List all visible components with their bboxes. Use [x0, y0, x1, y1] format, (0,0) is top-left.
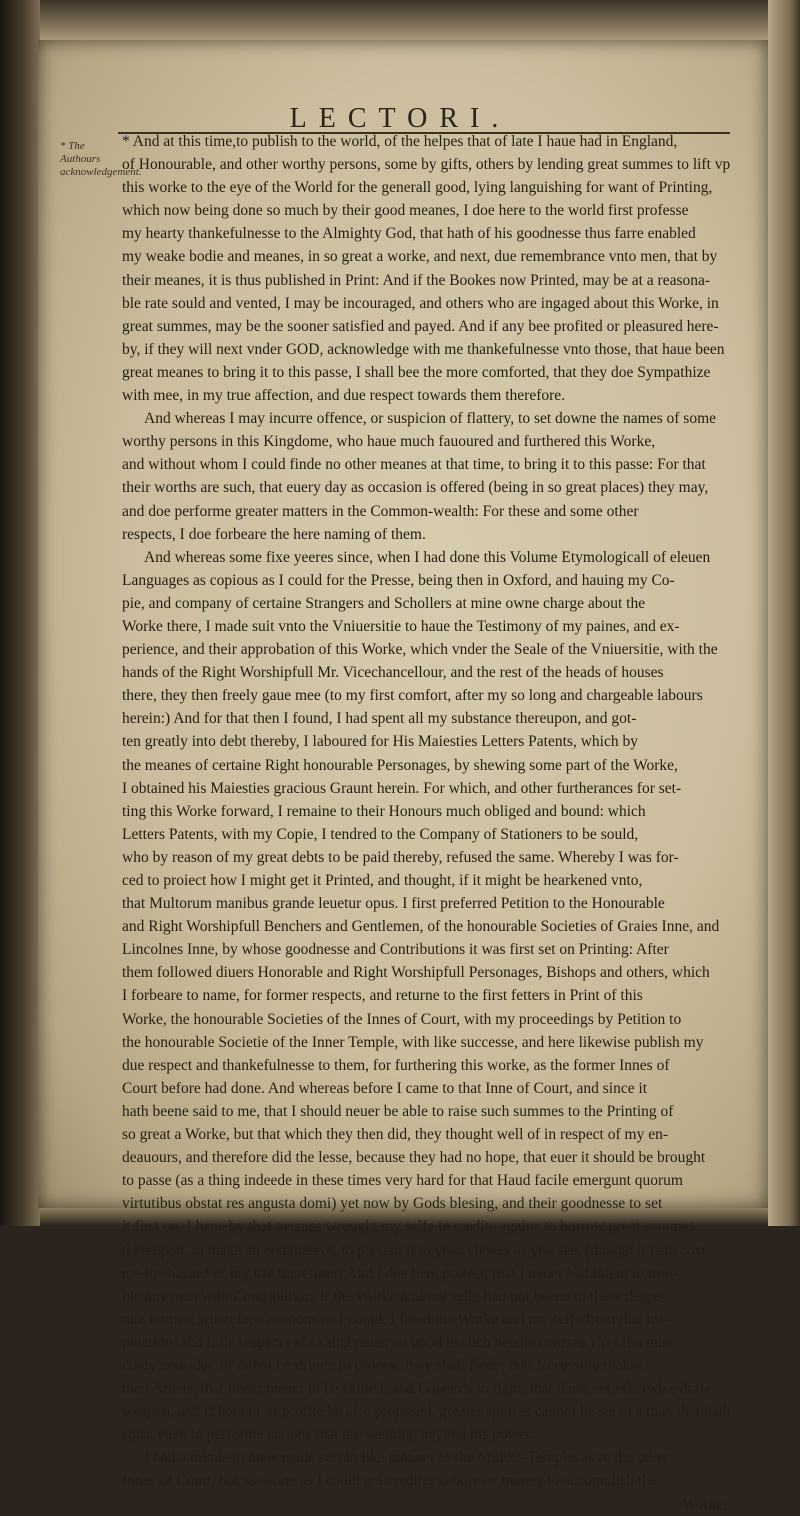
text-line: ble rate sould and vented, I may be incouraged, and others who are ingaged about this Worke, in — [122, 294, 719, 312]
text-line: men Artists, that neuer meant to be skilled, and Cowards to fight, that durst not otherwise draw — [122, 1380, 711, 1398]
text-line: pie, and company of certaine Strangers and Schollers at mine owne charge about the — [122, 594, 646, 612]
text-line: I obtained his Maiesties gracious Graunt herein. For which, and other furtherances for set- — [122, 779, 682, 797]
text-line: their meanes, it is thus published in Print: And if the Bookes now Printed, may be at a reasona- — [122, 271, 711, 289]
marginal-note: * The Authours acknowledgement. — [60, 140, 142, 178]
text-line: due respect and thankefulnesse to them, for furthering this worke, as the former Innes of — [122, 1056, 670, 1074]
text-line: I had a minde to haue made suit in like manner to the Middle-Temple, as to the other — [144, 1449, 669, 1467]
text-line: their worths are such, that euery day as occasion is offered (being in so great places) they may, — [122, 479, 709, 497]
text-line: Worke, the honourable Societies of the Innes of Court, with my proceedings by Petition to — [122, 1010, 682, 1028]
text-line: ble any man with Contribution, if the Worke and my selfe had not beene in these despe- — [122, 1287, 666, 1305]
text-line: the meanes of certaine Right honourable Personages, by shewing some part of the Worke, — [122, 756, 678, 774]
text-line: And whereas some fixe yeeres since, when I had done this Volume Etymologicall of eleuen — [144, 548, 711, 566]
text-line: me the hazard of my life therefore.) And I doe here protest, that I neuer had intent to trou- — [122, 1264, 679, 1282]
page-right-edge — [768, 0, 800, 1226]
text-line: worthy persons in this Kingdome, who haue much fauoured and furthered this Worke, — [122, 433, 656, 451]
text-line: I forbeare to name, for former respects, and returne to the first fetters in Print of this — [122, 987, 643, 1005]
text-line: thereupon, to make an end thereof, to present it to your viewes as you see, (though it hath cost — [122, 1241, 706, 1259]
text-line: and doe performe greater matters in the Common-wealth: For these and some other — [122, 502, 639, 520]
page-heading: LECTORI. — [289, 103, 511, 134]
body-text — [122, 130, 737, 1516]
text-line: so great a Worke, but that which they then did, they thought well of in respect of my en- — [122, 1126, 668, 1144]
text-line: virtutibus obstat res angusta domi) yet now by Gods blesing, and their goodnesse to set — [122, 1195, 663, 1213]
page-top-edge — [40, 0, 768, 40]
text-line: rate termes; wherefore as soone as I could, I freed the Worke and my selfe from that im- — [122, 1310, 668, 1328]
text-line: great meanes to bring it to this passe, I shall bee the more comforted, that they doe Sympathize — [122, 363, 711, 381]
text-line: respects, I doe forbeare the here naming of them. — [122, 525, 426, 543]
text-line: * And at this time,to publish to the world, of the helpes that of late I haue had in England, — [122, 133, 678, 150]
text-line: which now being done so much by their good meanes, I doe here to the world first professe — [122, 202, 689, 220]
text-line: Letters Patents, with my Copie, I tendred to the Company of Stationers to be sould, — [122, 825, 639, 843]
text-line: putation, and little respect (of a thing neuer so good in such needie courses.) Yet if a man — [122, 1333, 673, 1351]
text-line: hath beene said to me, that I should neuer be able to raise such summes to the Printing of — [122, 1102, 674, 1120]
text-line: ten greatly into debt thereby, I laboured for His Maiesties Letters Patents, which by — [122, 733, 638, 751]
text-line: herein:) And for that then I found, I had spent all my substance thereupon, and got- — [122, 710, 637, 728]
text-line: deauours, and therefore did the lesse, because they had no hope, that euer it should be brought — [122, 1149, 706, 1167]
text-line: that Multorum manibus grande leuetur opus. I first preferred Petition to the Honourable — [122, 895, 665, 913]
text-line: duely consider, or rather be driuen to prooue, they shall finde, that Necessitie makes — [122, 1356, 644, 1374]
text-line: ting this Worke forward, I remaine to their Honours much obliged and bound: which — [122, 802, 646, 820]
text-line: my weake bodie and meanes, in so great a worke, and next, due remembrance vnto men, that by — [122, 248, 718, 266]
text-line: and without whom I could finde no other meanes at that time, to bring it to this passe: For that — [122, 456, 706, 474]
text-line: Lincolnes Inne, by whose goodnesse and Contributions it was first set on Printing: After — [122, 941, 669, 959]
text-line: the honourable Societie of the Inner Temple, with like successe, and here likewise publish my — [122, 1033, 704, 1051]
text-line: it first on, I haue by that meanes wrought my selfe in credite againe to borrow great summes — [122, 1218, 695, 1236]
book-spine — [0, 0, 40, 1226]
text-line: spirit euen to performe actions that are seeming beyond his power. — [122, 1426, 534, 1444]
text-line: my hearty thankefulnesse to the Almighty God, that hath of his goodnesse thus farre enabled — [122, 225, 696, 243]
text-line: Worke, — [682, 1495, 727, 1513]
text-line: and Right Worshipfull Benchers and Gentlemen, of the honourable Societies of Graies Inne, and — [122, 918, 720, 936]
text-line: Court before had done. And whereas before I came to that Inne of Court, and since it — [122, 1079, 648, 1097]
text-line: to passe (as a thing indeede in these times very hard for that Haud facile emergunt quorum — [122, 1172, 683, 1190]
text-line: ced to proiect how I might get it Printed, and thought, if it might be hearkened vnto, — [122, 872, 643, 889]
text-line: Languages as copious as I could for the Presse, being then in Oxford, and hauing my Co- — [122, 571, 675, 589]
text-line: who by reason of my great debts to be paid thereby, refused the same. Whereby I was for- — [122, 848, 679, 866]
text-line: with mee, in my true affection, and due respect towards them therefore. — [122, 387, 566, 405]
text-line: this worke to the eye of the World for the generall good, lying languishing for want of Printing, — [122, 179, 713, 197]
text-line: And whereas I may incurre offence, or suspicion of flattery, to set downe the names of some — [144, 410, 717, 428]
text-line: Innes of Court, but as soone as I could get credite, to borrow money to accomplish the — [122, 1472, 657, 1490]
text-line: great summes, may be the sooner satisfied and payed. And if any bee profited or pleasured here- — [122, 317, 719, 335]
text-line: of Honourable, and other worthy persons, some by gifts, others by lending great summes to lift vp — [122, 156, 731, 174]
text-line: perience, and their approbation of this Worke, which vnder the Seale of the Vniuersitie, with the — [122, 641, 718, 659]
text-line: Worke there, I made suit vnto the Vniuersitie to haue the Testimony of my paines, and ex- — [122, 617, 680, 635]
text-line: them followed diuers Honorable and Right Worshipfull Personages, Bishops and others, which — [122, 964, 710, 982]
text-line: by, if they will next vnder GOD, acknowledge with me thankefulnesse vnto those, that haue been — [122, 340, 725, 358]
text-line: there, they then freely gaue mee (to my first comfort, after my so long and chargeable labours — [122, 687, 703, 705]
text-line: weapon, and if honour or profite be also proposed, greater spurres cannot be set to a man that hath — [122, 1403, 731, 1421]
text-line: hands of the Right Worshipfull Mr. Vicechancellour, and the rest of the heads of houses — [122, 664, 664, 682]
